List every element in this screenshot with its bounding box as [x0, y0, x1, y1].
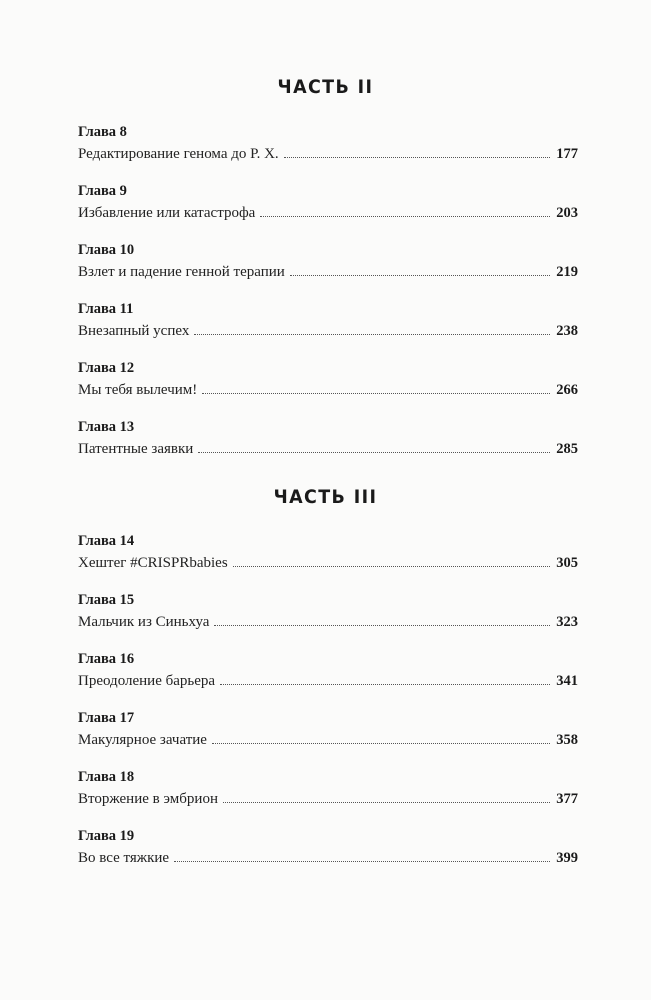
- toc-entry[interactable]: [78, 241, 578, 300]
- chapter-label: Глава 19: [78, 828, 135, 844]
- chapter-line: [78, 378, 578, 402]
- page-number: 177: [556, 146, 578, 162]
- chapter-line: [78, 846, 578, 870]
- page-number: 285: [556, 441, 578, 457]
- page-number: 219: [556, 264, 578, 280]
- page-number: 341: [556, 673, 578, 689]
- chapter-label: Глава 9: [78, 183, 127, 199]
- chapter-title: Мальчик из Синьхуа: [78, 614, 210, 630]
- dot-leader: [174, 860, 550, 862]
- chapter-label: Глава 17: [78, 710, 135, 726]
- chapter-label: Глава 18: [78, 769, 135, 785]
- chapter-label: Глава 13: [78, 419, 135, 435]
- chapter-line: [78, 260, 578, 284]
- toc-entry[interactable]: [78, 709, 578, 768]
- dot-leader: [214, 624, 550, 626]
- chapter-title: Во все тяжкие: [78, 850, 170, 866]
- chapter-label: Глава 10: [78, 242, 135, 258]
- dot-leader: [284, 156, 551, 158]
- chapter-title: Избавление или катастрофа: [78, 205, 256, 221]
- chapter-list: [78, 532, 578, 886]
- chapter-title: Мы тебя вылечим!: [78, 382, 198, 398]
- part-title: ЧАСТЬ II: [277, 76, 374, 98]
- dot-leader: [223, 801, 550, 803]
- dot-leader: [290, 274, 550, 276]
- dot-leader: [202, 392, 550, 394]
- toc-entry[interactable]: [78, 418, 578, 477]
- page-number: 266: [556, 382, 578, 398]
- chapter-line: [78, 319, 578, 343]
- chapter-list: [78, 123, 578, 477]
- dot-leader: [212, 742, 550, 744]
- dot-leader: [220, 683, 550, 685]
- chapter-title: Редактирование генома до Р. Х.: [78, 146, 279, 162]
- chapter-label: Глава 16: [78, 651, 135, 667]
- toc-entry[interactable]: [78, 182, 578, 241]
- page-number: 399: [556, 850, 578, 866]
- chapter-line: [78, 201, 578, 225]
- page-number: 377: [556, 791, 578, 807]
- chapter-line: [78, 669, 578, 693]
- page-number: 305: [556, 555, 578, 571]
- toc-entry[interactable]: [78, 123, 578, 182]
- part-title: ЧАСТЬ III: [273, 486, 378, 508]
- toc-entry[interactable]: [78, 768, 578, 827]
- chapter-title: Взлет и падение генной терапии: [78, 264, 285, 280]
- page-number: 203: [556, 205, 578, 221]
- chapter-label: Глава 11: [78, 301, 134, 317]
- chapter-line: [78, 610, 578, 634]
- toc-entry[interactable]: [78, 827, 578, 886]
- page-number: 323: [556, 614, 578, 630]
- toc-entry[interactable]: [78, 359, 578, 418]
- chapter-label: Глава 8: [78, 124, 127, 140]
- chapter-title: Внезапный успех: [78, 323, 190, 339]
- chapter-title: Преодоление барьера: [78, 673, 216, 689]
- chapter-line: [78, 437, 578, 461]
- toc-entry[interactable]: [78, 650, 578, 709]
- chapter-label: Глава 12: [78, 360, 135, 376]
- chapter-line: [78, 142, 578, 166]
- page-number: 358: [556, 732, 578, 748]
- dot-leader: [260, 215, 550, 217]
- chapter-title: Вторжение в эмбрион: [78, 791, 218, 807]
- chapter-line: [78, 728, 578, 752]
- toc-entry[interactable]: [78, 591, 578, 650]
- chapter-label: Глава 14: [78, 533, 135, 549]
- dot-leader: [198, 451, 550, 453]
- chapter-title: Патентные заявки: [78, 441, 194, 457]
- chapter-label: Глава 15: [78, 592, 135, 608]
- toc-entry[interactable]: [78, 532, 578, 591]
- dot-leader: [233, 565, 551, 567]
- chapter-line: [78, 551, 578, 575]
- dot-leader: [194, 333, 550, 335]
- chapter-line: [78, 787, 578, 811]
- toc-entry[interactable]: [78, 300, 578, 359]
- chapter-title: Хештег #CRISPRbabies: [78, 555, 228, 571]
- page-number: 238: [556, 323, 578, 339]
- chapter-title: Макулярное зачатие: [78, 732, 207, 748]
